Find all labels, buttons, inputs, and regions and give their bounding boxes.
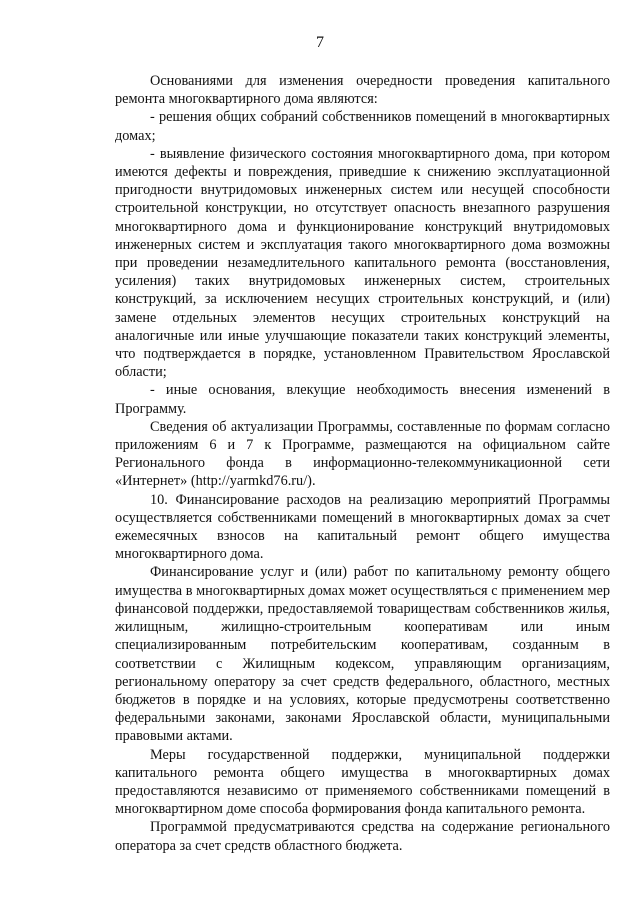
paragraph-owners-meetings: - решения общих собраний собственников помещений в многоквартирных домах; bbox=[115, 109, 610, 144]
paragraph-actualization-info: Сведения об актуализации Программы, составленные по формам согласно приложениям 6 и 7 к Программе, размещаются на официальном сайте Регионального фонда в информационно-телекоммуникационной сети «Интернет» (http://yarmkd76.ru/). bbox=[115, 418, 610, 490]
paragraph-grounds-for-change: Основаниями для изменения очередности проведения капитального ремонта многоквартирного дома являются: bbox=[115, 73, 610, 108]
paragraph-physical-condition: - выявление физического состояния многоквартирного дома, при котором имеются дефекты и повреждения, приведшие к снижению эксплуатационной пригодности внутридомовых инженерных систем или несущей способности строительной конструкции, но отсутствует опасность внезапного разрушения многоквартирного дома и функционирование конструкций внутридомовых инженерных систем и эксплуатация такого многоквартирного дома возможны при проведении незамедлительного капитального ремонта (восстановления, усиления) таких внутридомовых инженерных систем, строительных конструкций, за исключением несущих строительных конструкций, и (или) замене отдельных элементов несущих строительных конструкций на аналогичные или иные улучшающие показатели таких конструкций элементы, что подтверждается в порядке, установленном Правительством Ярославской области; bbox=[115, 145, 610, 381]
paragraph-financial-support: Финансирование услуг и (или) работ по капитальному ремонту общего имущества в многоквартирных домах может осуществляться с применением мер финансовой поддержки, предоставляемой товариществам собственников жилья, жилищным, жилищно-строительным кооперативам или иным специализированным потребительским кооперативам, созданным в соответствии с Жилищным кодексом, управляющим организациям, региональному оператору за счет средств федерального, областного, местных бюджетов в порядке и на условиях, которые предусмотрены соответственно федеральными законами, законами Ярославской области, муниципальными правовыми актами. bbox=[115, 564, 610, 745]
paragraph-item-10-financing: 10. Финансирование расходов на реализацию мероприятий Программы осуществляется собственниками помещений в многоквартирных домах за счет ежемесячных взносов на капитальный ремонт общего имущества многоквартирного дома. bbox=[115, 491, 610, 563]
paragraph-state-support: Меры государственной поддержки, муниципальной поддержки капитального ремонта общего имущества в многоквартирных домах предоставляются независимо от применяемого собственниками помещений в многоквартирном доме способа формирования фонда капитального ремонта. bbox=[115, 746, 610, 818]
paragraph-regional-operator-funding: Программой предусматриваются средства на содержание регионального оператора за счет средств областного бюджета. bbox=[115, 819, 610, 854]
page-number: 7 bbox=[316, 34, 324, 51]
document-body bbox=[115, 72, 610, 855]
paragraph-other-grounds: - иные основания, влекущие необходимость внесения изменений в Программу. bbox=[115, 382, 610, 417]
